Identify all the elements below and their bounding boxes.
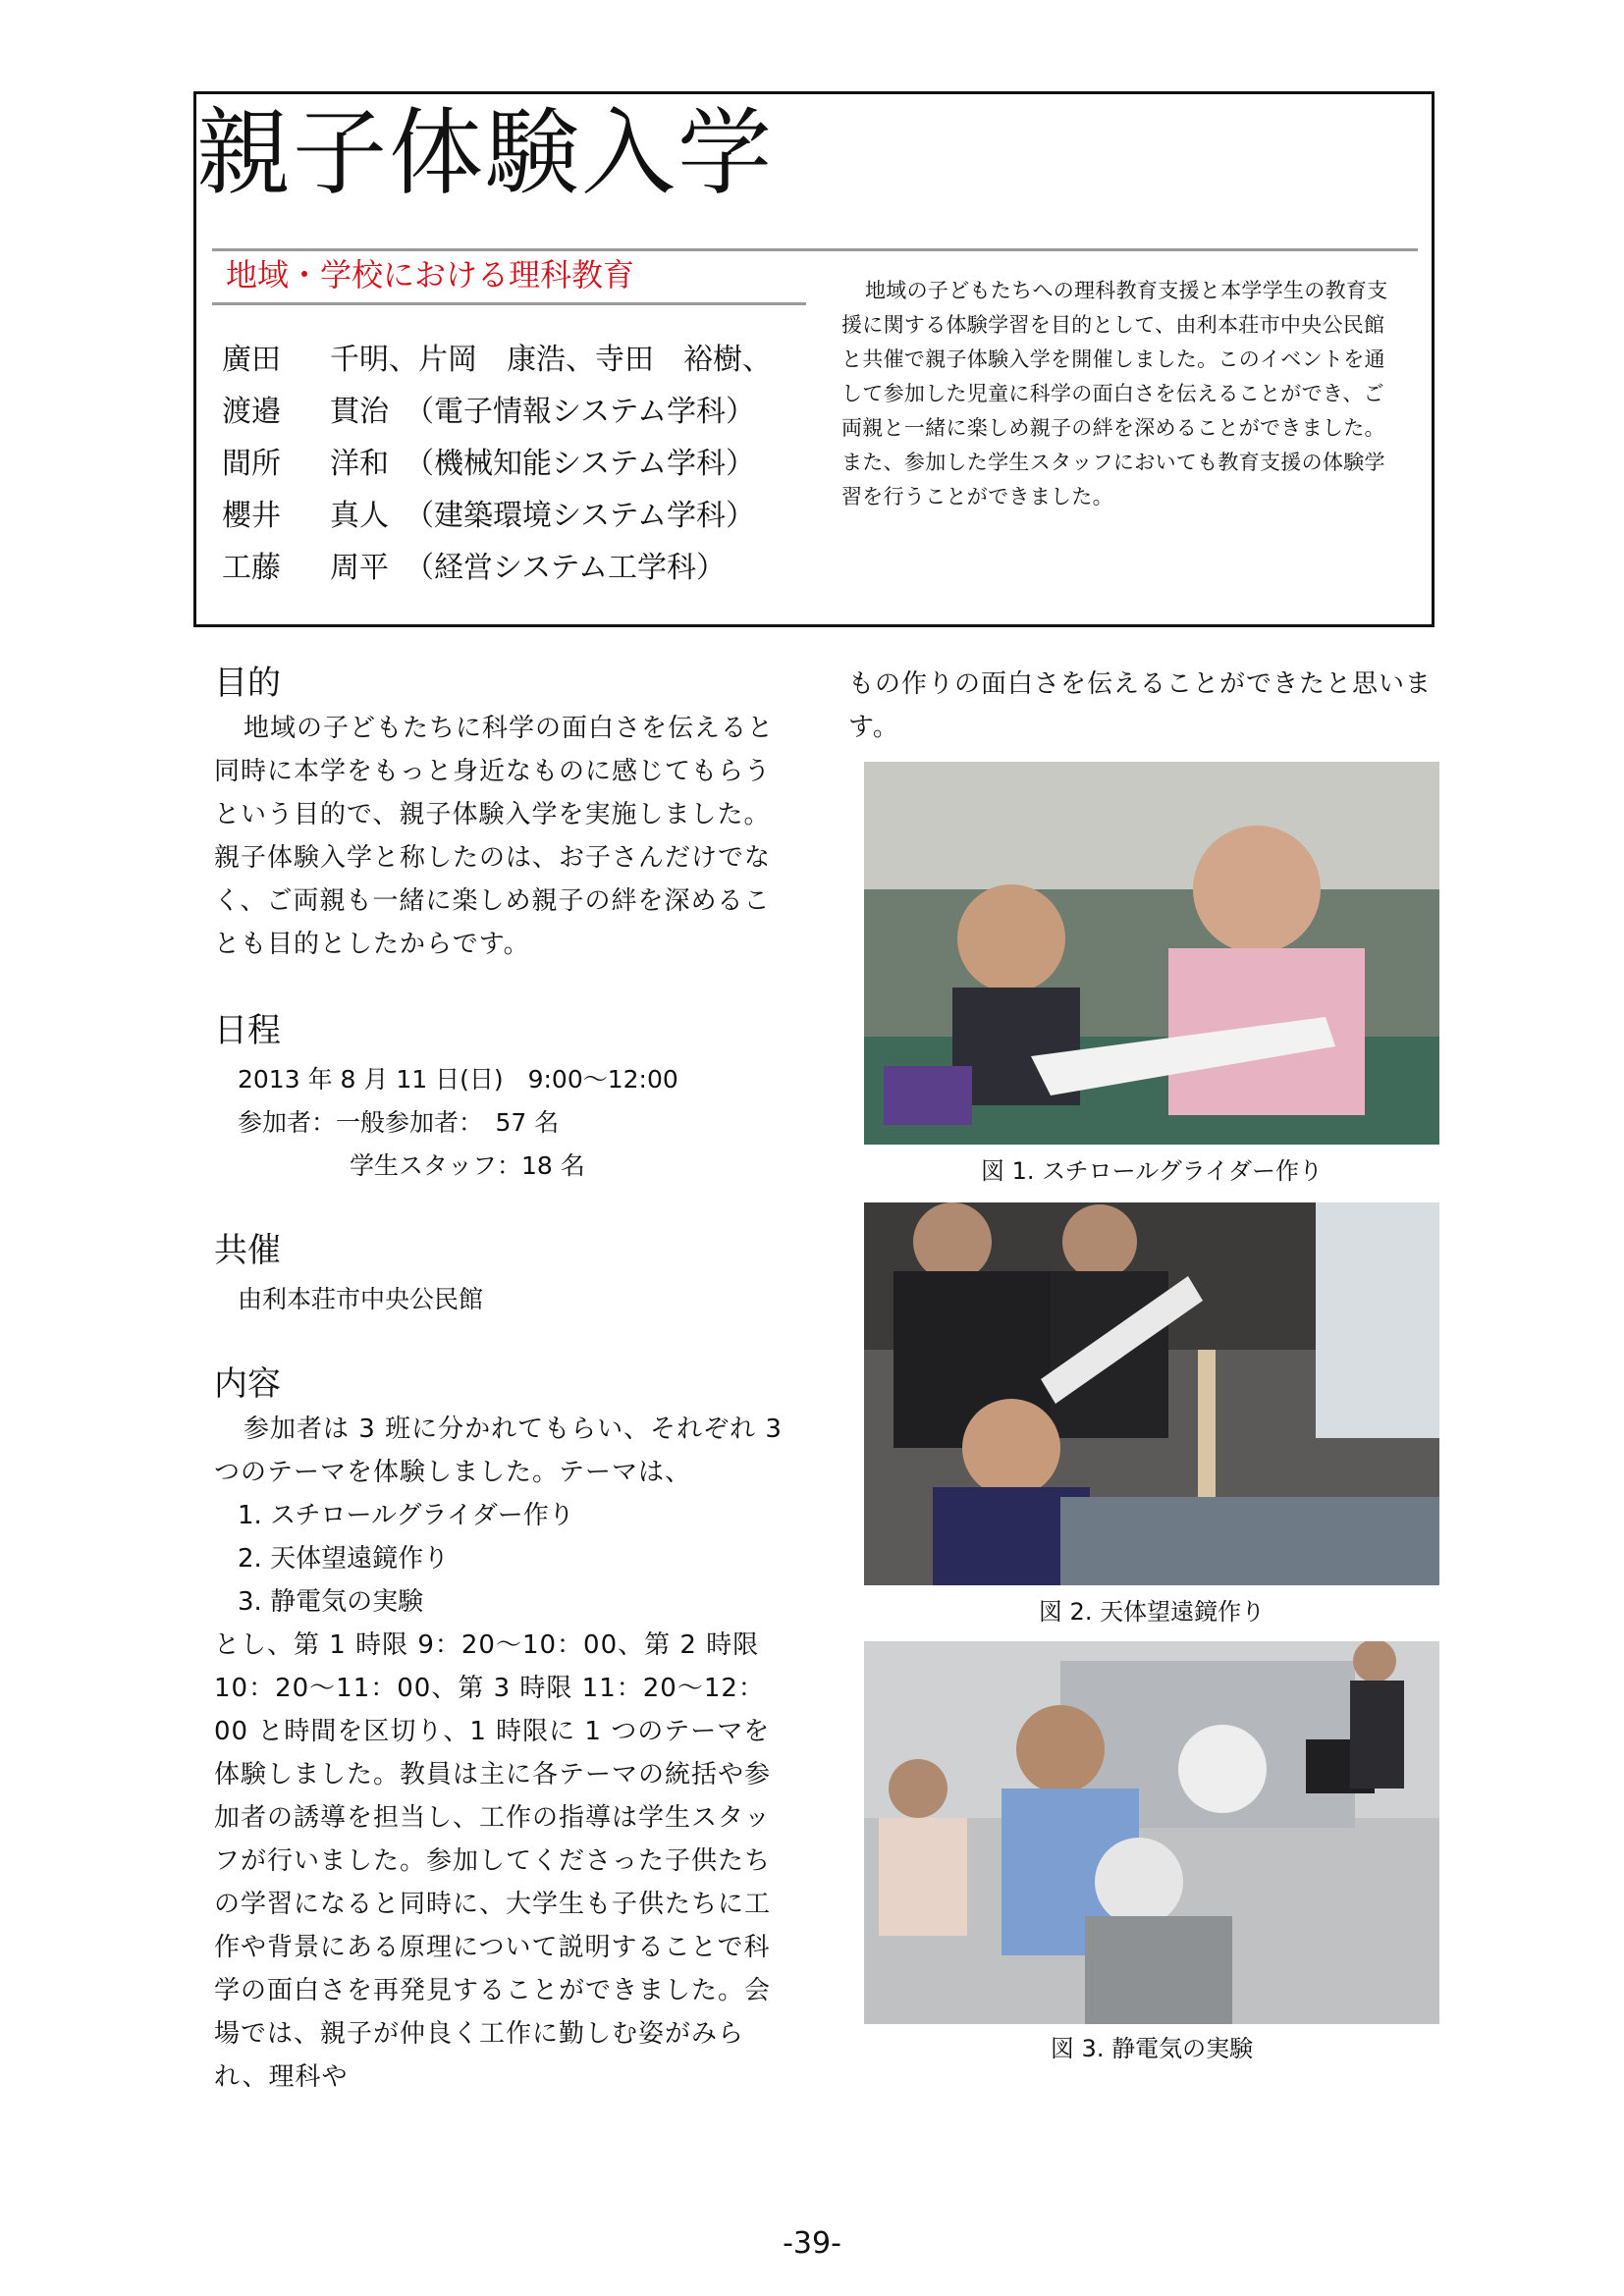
author-list <box>222 334 772 594</box>
abstract: 地域の子どもたちへの理科教育支援と本学学生の教育支援に関する体験学習を目的として、由利本荘市中央公民館と共催で親子体験入学を開催しました。このイベントを通して参加した児童に科学の面白さを伝えることができ、ご両親と一緒に楽しめ親子の絆を深めることができました。また、参加した学生スタッフにおいても教育支援の体験学習を行うことができました。 <box>841 279 1388 508</box>
content-body: とし、第 1 時限 9：20～10：00、第 2 時限 10：20～11：00、第 3 時限 11：20～12：00 と時間を区切り、1 時限に 1 つのテーマを体験しました。教員は主に各テーマの統括や参加者の誘導を担当し、工作の指導は学生スタッフが行いました。参加してくださった子供たちの学習になると同時に、大学生も子供たちに工作や背景にある原理について説明することで科学の面白さを再発見することができました。会場では、親子が仲良く工作に勤しむ姿がみられ、理科や <box>214 1630 772 2092</box>
section-heading-purpose: 目的 <box>214 664 281 703</box>
author-given: 真人 <box>330 499 389 533</box>
author-row <box>222 334 772 386</box>
author-row <box>222 438 772 490</box>
subtitle-divider <box>212 302 806 305</box>
author-surname: 櫻井 <box>222 499 281 533</box>
author-surname: 工藤 <box>222 551 281 585</box>
author-surname: 渡邉 <box>222 395 281 429</box>
figure-1-photo <box>864 762 1439 1145</box>
list-item: 2. 天体望遠鏡作り <box>238 1544 450 1574</box>
author-affiliation: （電子情報システム学科） <box>405 395 755 429</box>
author-given: 周平 <box>330 551 389 585</box>
figure-3-photo <box>864 1641 1439 2024</box>
content-continued: もの作りの面白さを伝えることができたと思います。 <box>848 669 1433 742</box>
author-affiliation: （経営システム工学科） <box>405 551 726 585</box>
section-heading-cohost: 共催 <box>214 1231 281 1270</box>
figure-3-caption: 図 3. 静電気の実験 <box>1050 2035 1254 2062</box>
section-heading-content: 内容 <box>214 1364 281 1404</box>
schedule-participants-general: 参加者：一般参加者： 57 名 <box>238 1108 560 1137</box>
purpose-text: 地域の子どもたちに科学の面白さを伝えると同時に本学をもっと身近なものに感じてもらうという目的で、親子体験入学を実施しました。親子体験入学と称したのは、お子さんだけでなく、ご両親も一緒に楽しめ親子の絆を深めることも目的としたからです。 <box>214 714 775 959</box>
author-given: 貫治 <box>330 395 389 429</box>
author-affiliation: （建築環境システム学科） <box>405 499 755 533</box>
list-item: 3. 静電気の実験 <box>238 1587 424 1617</box>
figure-2-photo <box>864 1202 1439 1585</box>
figure-1-caption: 図 1. スチロールグライダー作り <box>981 1157 1323 1185</box>
schedule-participants-staff: 学生スタッフ：18 名 <box>350 1151 585 1180</box>
page-title: 親子体験入学 <box>196 98 774 208</box>
subtitle: 地域・学校における理科教育 <box>226 256 635 294</box>
author-row <box>222 386 772 438</box>
content-intro: 参加者は 3 班に分かれてもらい、それぞれ 3 つのテーマを体験しました。テーマは、 <box>214 1415 783 1487</box>
author-given: 洋和 <box>330 447 389 481</box>
author-affiliation: （機械知能システム学科） <box>405 447 755 481</box>
schedule-date: 2013 年 8 月 11 日(日) 9:00～12:00 <box>238 1065 678 1094</box>
author-surname: 廣田 <box>222 343 281 377</box>
page-number: -39- <box>783 2226 841 2261</box>
cohost-text: 由利本荘市中央公民館 <box>238 1285 484 1313</box>
author-rest: 片岡 康浩、寺田 裕樹、 <box>418 343 772 377</box>
author-row <box>222 542 772 594</box>
list-item: 1. スチロールグライダー作り <box>238 1501 574 1530</box>
author-given: 千明、 <box>330 343 418 377</box>
title-divider <box>212 248 1418 251</box>
author-surname: 間所 <box>222 447 281 481</box>
section-heading-schedule: 日程 <box>214 1011 281 1050</box>
author-row <box>222 490 772 542</box>
figure-2-caption: 図 2. 天体望遠鏡作り <box>1038 1598 1266 1626</box>
theme-list <box>214 1494 574 1624</box>
